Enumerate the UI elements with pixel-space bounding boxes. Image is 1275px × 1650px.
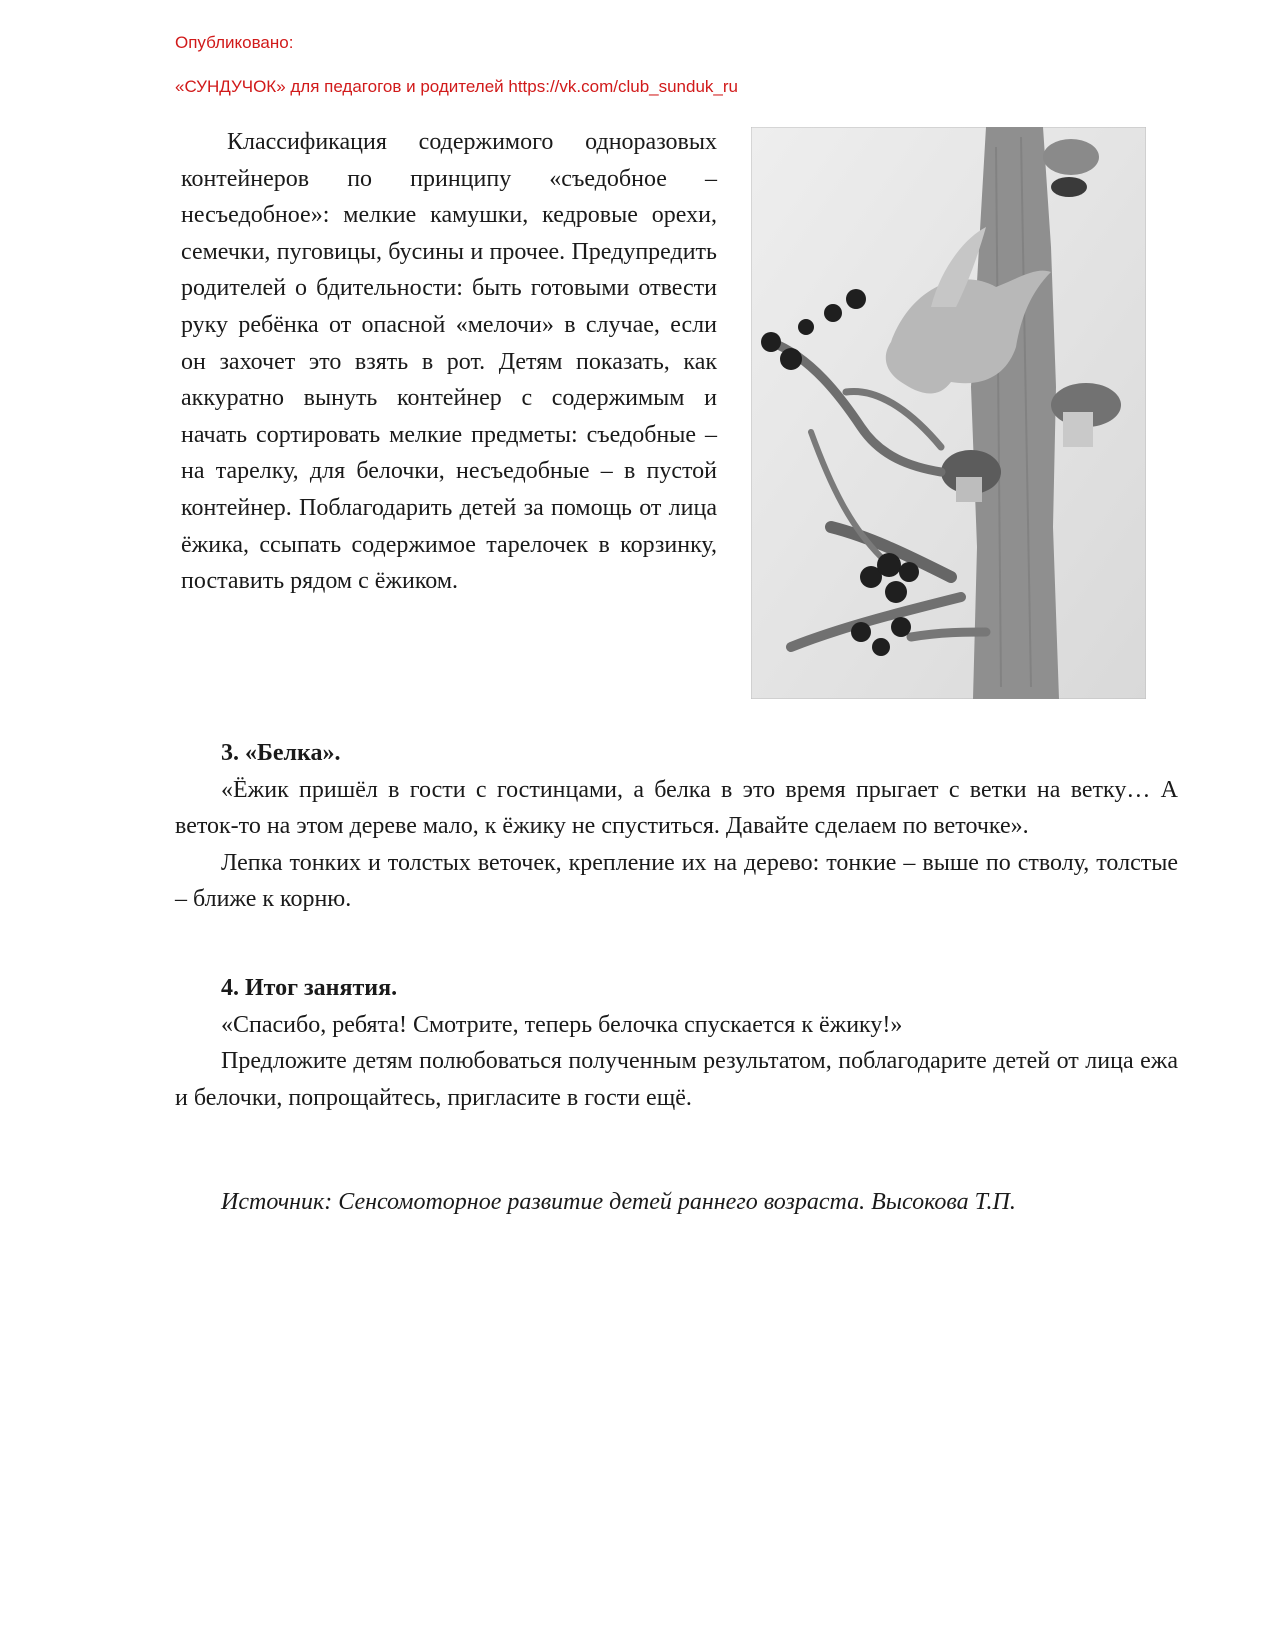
plasticine-tree-photo [751, 127, 1146, 699]
section-3 [175, 735, 1178, 918]
section-3-paragraph-2: Лепка тонких и толстых веточек, крепление их на дерево: тонкие – выше по стволу, толстые – ближе к корню. [175, 849, 1178, 913]
section-4 [175, 970, 1178, 1116]
section-4-paragraph-2: Предложите детям полюбоваться полученным результатом, поблагодарите детей от лица ежа и белочки, попрощайтесь, пригласите в гости ещё. [175, 1048, 1178, 1111]
intro-paragraph [181, 124, 717, 600]
tree-trunk [971, 127, 1059, 699]
published-label: Опубликовано: [175, 33, 294, 52]
section-3-title: 3. «Белка». [221, 740, 341, 766]
source-citation: Источник: Сенсомоторное развитие детей раннего возраста. Высокова Т.П. [221, 1189, 1016, 1215]
section-4-paragraph-1: «Спасибо, ребята! Смотрите, теперь белочка спускается к ёжику!» [221, 1011, 903, 1038]
intro-text: Классификация содержимого одноразовых контейнеров по принципу «съедобное – несъедобное»: мелкие камушки, кедровые орехи, семечки, пуговицы, бусины и прочее. Предупредить родителей о бдительности: быть готовыми отвести руку ребёнка от опасной «мелочи» в случае, если он захочет это взять в рот. Детям показать, как аккуратно вынуть контейнер с содержимым и начать сортировать мелкие предметы: съедобные – на тарелку, для белочки, несъедобные – в пустой контейнер. Поблагодарить детей за помощь от лица ёжика, ссыпать содержимое тарелочек в корзинку, поставить рядом с ёжиком. [181, 129, 717, 595]
section-4-title: 4. Итог занятия. [221, 975, 398, 1001]
section-3-paragraph-1: «Ёжик пришёл в гости с гостинцами, а белка в это время прыгает с ветки на ветку… А веток-то на этом дереве мало, к ёжику не спуститься. Давайте сделаем по веточке». [175, 776, 1178, 840]
source-note [175, 1184, 1178, 1221]
source-header-link[interactable]: «СУНДУЧОК» для педагогов и родителей https://vk.com/club_sunduk_ru [175, 77, 738, 96]
